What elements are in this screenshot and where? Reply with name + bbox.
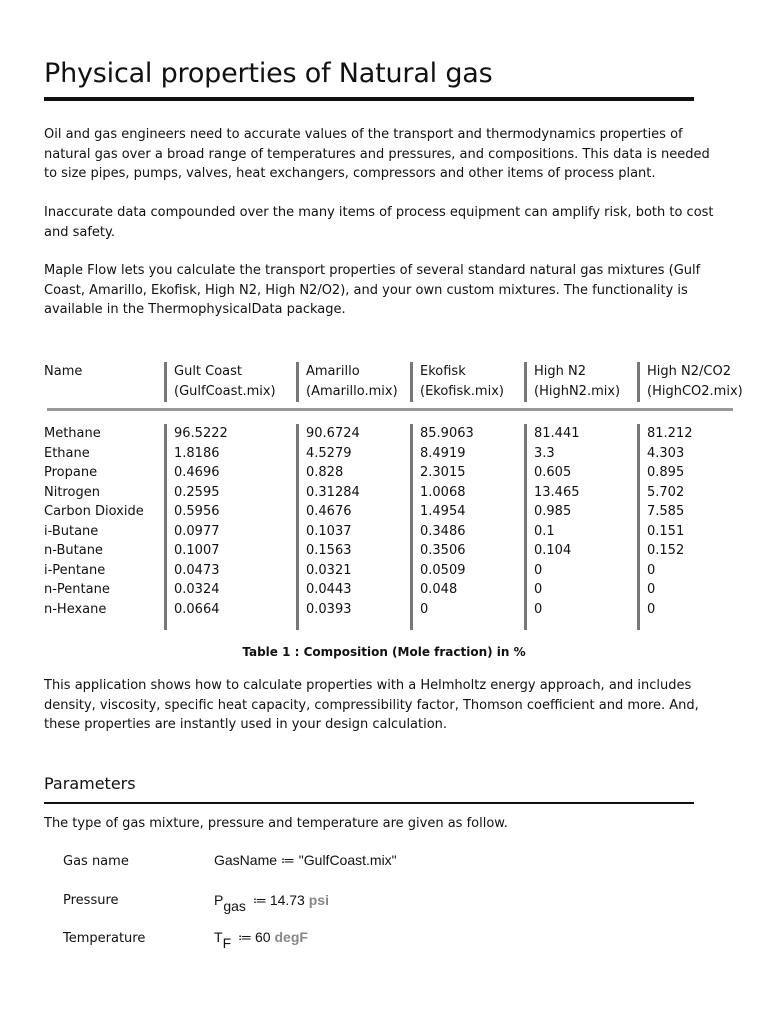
parameters-intro: The type of gas mixture, pressure and temperature are given as follow. bbox=[44, 816, 508, 831]
column-divider bbox=[164, 424, 167, 630]
page-title: Physical properties of Natural gas bbox=[44, 58, 493, 89]
amarillo-value: 0.31284 bbox=[306, 484, 360, 500]
high-n2-value: 0 bbox=[534, 562, 543, 578]
component-name: Nitrogen bbox=[44, 484, 100, 500]
amarillo-value: 0.0393 bbox=[306, 601, 352, 617]
pressure-expression[interactable] bbox=[214, 892, 329, 914]
component-name: n-Pentane bbox=[44, 582, 110, 597]
header-name: Name bbox=[44, 364, 83, 379]
high-n2-value: 0 bbox=[534, 601, 543, 617]
temperature-expression[interactable] bbox=[214, 929, 308, 951]
parameters-underline bbox=[44, 802, 694, 804]
amarillo-value: 4.5279 bbox=[306, 445, 352, 461]
gulf-coast-value: 1.8186 bbox=[174, 445, 220, 461]
gulf-coast-value: 0.0664 bbox=[174, 601, 220, 617]
pressure-unit: psi bbox=[308, 892, 329, 908]
ekofisk-value: 0.048 bbox=[420, 582, 458, 597]
pressure-symbol: P bbox=[214, 892, 224, 908]
pressure-value: 14.73 bbox=[269, 892, 305, 908]
gulf-coast-value: 0.0473 bbox=[174, 562, 220, 578]
temperature-value: 60 bbox=[255, 929, 271, 945]
header-name-col bbox=[44, 362, 82, 382]
column-divider bbox=[637, 362, 640, 402]
table-body bbox=[44, 424, 734, 634]
header-ekofisk-col bbox=[410, 362, 504, 401]
high-n2-co2-value: 0.895 bbox=[647, 465, 685, 480]
high-n2-co2-col bbox=[637, 424, 693, 619]
column-divider bbox=[296, 424, 299, 630]
ekofisk-value: 1.0068 bbox=[420, 484, 466, 500]
ekofisk-value: 85.9063 bbox=[420, 426, 474, 441]
gulf-coast-col bbox=[164, 424, 228, 619]
ekofisk-value: 0.3486 bbox=[420, 523, 466, 539]
gulf-coast-value: 0.0324 bbox=[174, 582, 220, 597]
header-gulf-coast-col bbox=[164, 362, 276, 401]
high-n2-value: 81.441 bbox=[534, 426, 580, 441]
high-n2-co2-value: 81.212 bbox=[647, 426, 693, 441]
temperature-symbol: T bbox=[214, 929, 223, 945]
high-n2-value: 0.1 bbox=[534, 523, 555, 539]
gulf-coast-value: 96.5222 bbox=[174, 426, 228, 441]
intro-paragraph: Oil and gas engineers need to accurate values of the transport and thermodynamics properties of natural gas over a broad range of temperatures and pressures, and compositions. This data is needed to size pipes, pumps, valves, heat exchangers, compressors and other items of process plant. bbox=[44, 127, 710, 181]
column-divider bbox=[524, 362, 527, 402]
composition-table bbox=[44, 362, 743, 617]
amarillo-value: 0.0321 bbox=[306, 562, 352, 578]
header-ekofisk: Ekofisk bbox=[420, 364, 466, 379]
high-n2-value: 0.605 bbox=[534, 465, 572, 480]
ekofisk-value: 8.4919 bbox=[420, 445, 466, 461]
high-n2-co2-value: 0 bbox=[647, 582, 656, 597]
header-gulf-coast-file: (GulfCoast.mix) bbox=[174, 383, 276, 399]
high-n2-value: 0.985 bbox=[534, 504, 572, 519]
ekofisk-value: 0.0509 bbox=[420, 562, 466, 578]
names-col bbox=[44, 424, 144, 619]
high-n2-co2-value: 4.303 bbox=[647, 445, 685, 461]
pressure-subscript: gas bbox=[223, 898, 246, 914]
amarillo-value: 0.0443 bbox=[306, 582, 352, 597]
gulf-coast-value: 0.1007 bbox=[174, 543, 220, 558]
component-name: Ethane bbox=[44, 445, 90, 461]
amarillo-value: 0.4676 bbox=[306, 504, 352, 519]
component-name: Carbon Dioxide bbox=[44, 504, 144, 519]
high-n2-value: 3.3 bbox=[534, 445, 555, 461]
amarillo-value: 0.1037 bbox=[306, 523, 352, 539]
component-name: Propane bbox=[44, 465, 98, 480]
high-n2-co2-value: 0.152 bbox=[647, 543, 685, 558]
high-n2-value: 0.104 bbox=[534, 543, 572, 558]
header-high-n2: High N2 bbox=[534, 364, 587, 379]
pressure-label: Pressure bbox=[63, 893, 119, 908]
high-n2-co2-value: 7.585 bbox=[647, 504, 685, 519]
amarillo-col bbox=[296, 424, 360, 619]
application-paragraph: This application shows how to calculate properties with a Helmholtz energy approach, and includes density, viscosity, specific heat capacity, compressibility factor, Thomson coefficient and more. And, these properties are instantly used in your design calculation. bbox=[44, 678, 699, 732]
amarillo-value: 90.6724 bbox=[306, 426, 360, 441]
table-caption: Table 1 : Composition (Mole fraction) in % bbox=[242, 645, 526, 659]
high-n2-value: 13.465 bbox=[534, 484, 580, 500]
component-name: Methane bbox=[44, 426, 101, 441]
column-divider bbox=[410, 362, 413, 402]
header-gulf-coast: Gult Coast bbox=[174, 364, 243, 379]
parameters-heading: Parameters bbox=[44, 774, 136, 793]
header-amarillo-file: (Amarillo.mix) bbox=[306, 383, 398, 399]
high-n2-co2-value: 0 bbox=[647, 562, 656, 578]
header-amarillo: Amarillo bbox=[306, 364, 360, 379]
gas-name-label: Gas name bbox=[63, 854, 129, 869]
ekofisk-value: 0 bbox=[420, 601, 429, 617]
header-high-n2-file: (HighN2.mix) bbox=[534, 383, 621, 399]
amarillo-value: 0.1563 bbox=[306, 543, 352, 558]
column-divider bbox=[410, 424, 413, 630]
column-divider bbox=[637, 424, 640, 630]
assign-operator: ≔ bbox=[238, 929, 253, 945]
amarillo-value: 0.828 bbox=[306, 465, 344, 480]
table-header bbox=[44, 362, 743, 404]
gas-name-expression[interactable]: GasName ≔ "GulfCoast.mix" bbox=[214, 852, 397, 868]
component-name: n-Butane bbox=[44, 543, 103, 558]
header-amarillo-col bbox=[296, 362, 398, 401]
ekofisk-value: 2.3015 bbox=[420, 465, 466, 480]
component-name: n-Hexane bbox=[44, 601, 107, 617]
component-name: i-Pentane bbox=[44, 562, 106, 578]
high-n2-col bbox=[524, 424, 580, 619]
ekofisk-value: 1.4954 bbox=[420, 504, 466, 519]
component-name: i-Butane bbox=[44, 523, 99, 539]
temperature-subscript: F bbox=[222, 935, 232, 951]
header-high-n2-col bbox=[524, 362, 620, 401]
maple-flow-paragraph: Maple Flow lets you calculate the transport properties of several standard natural gas mixtures (Gulf Coast, Amarillo, Ekofisk, High N2, High N2/O2), and your own custom mixtures. The functionality is available in the ThermophysicalData package. bbox=[44, 263, 701, 317]
high-n2-value: 0 bbox=[534, 582, 543, 597]
column-divider bbox=[296, 362, 299, 402]
header-high-n2-co2: High N2/CO2 bbox=[647, 364, 731, 379]
header-divider bbox=[47, 408, 733, 411]
column-divider bbox=[524, 424, 527, 630]
risk-paragraph: Inaccurate data compounded over the many items of process equipment can amplify risk, both to cost and safety. bbox=[44, 205, 714, 240]
gulf-coast-value: 0.5956 bbox=[174, 504, 220, 519]
assign-operator: ≔ bbox=[252, 892, 267, 908]
temperature-label: Temperature bbox=[63, 931, 146, 946]
title-underline bbox=[44, 97, 694, 101]
ekofisk-col bbox=[410, 424, 474, 619]
ekofisk-value: 0.3506 bbox=[420, 543, 466, 558]
header-high-n2-co2-col bbox=[637, 362, 743, 401]
high-n2-co2-value: 0 bbox=[647, 601, 656, 617]
gulf-coast-value: 0.2595 bbox=[174, 484, 220, 500]
temperature-unit: degF bbox=[274, 929, 308, 945]
header-high-n2-co2-file: (HighCO2.mix) bbox=[647, 383, 743, 399]
header-ekofisk-file: (Ekofisk.mix) bbox=[420, 383, 504, 399]
high-n2-co2-value: 0.151 bbox=[647, 523, 685, 539]
high-n2-co2-value: 5.702 bbox=[647, 484, 685, 500]
gulf-coast-value: 0.4696 bbox=[174, 465, 220, 480]
column-divider bbox=[164, 362, 167, 402]
gulf-coast-value: 0.0977 bbox=[174, 523, 220, 539]
